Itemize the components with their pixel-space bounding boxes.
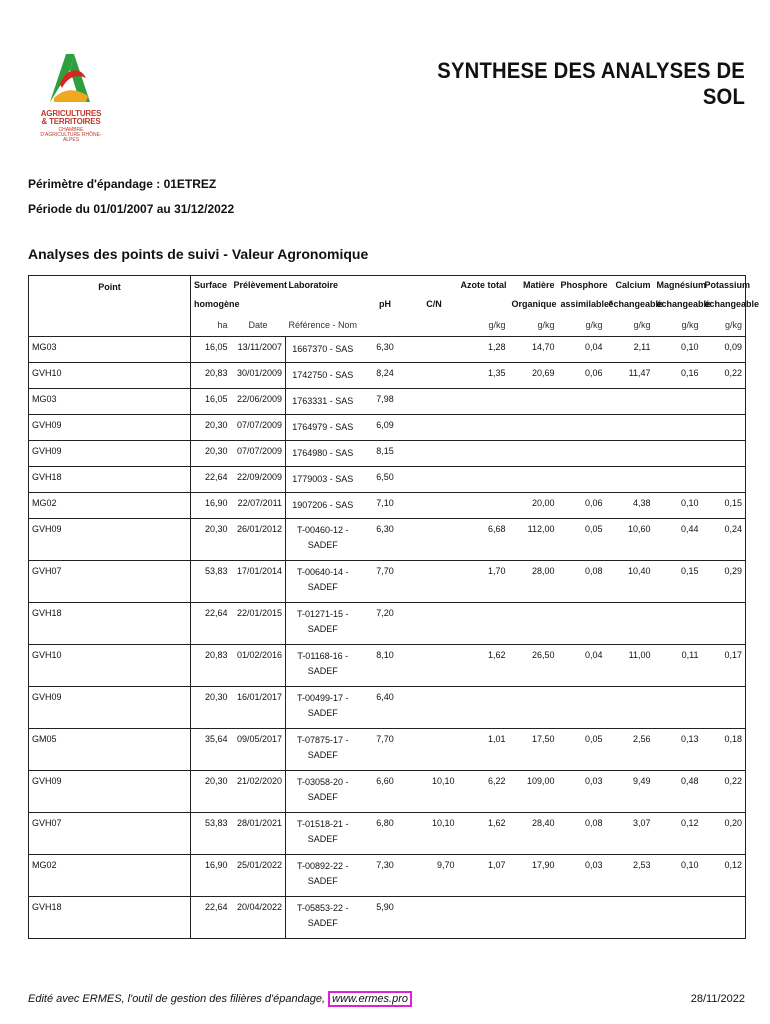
- cell-surface: 53,83: [191, 561, 231, 603]
- cell-point: GVH10: [29, 645, 191, 687]
- cell-ph: 6,50: [360, 467, 411, 493]
- cell-matiere: 26,50: [509, 645, 558, 687]
- cell-date: 09/05/2017: [231, 729, 286, 771]
- periode-label: Période du 01/01/2007 au 31/12/2022: [28, 202, 235, 216]
- cell-ph: 7,98: [360, 389, 411, 415]
- cell-potassium: 0,18: [702, 729, 746, 771]
- table-row: [29, 729, 746, 771]
- cell-phosphore: [558, 441, 606, 467]
- cell-laboratoire: [286, 493, 360, 519]
- cell-point: GM05: [29, 729, 191, 771]
- cell-phosphore: 0,04: [558, 337, 606, 363]
- cell-cn: [411, 729, 458, 771]
- col-phosphore-unit: g/kg: [558, 314, 606, 337]
- cell-point: GVH18: [29, 897, 191, 939]
- cell-ph: 8,15: [360, 441, 411, 467]
- cell-laboratoire: [286, 729, 360, 771]
- cell-azote: 1,62: [458, 645, 509, 687]
- cell-surface: 22,64: [191, 603, 231, 645]
- cell-potassium: [702, 389, 746, 415]
- cell-point: MG03: [29, 337, 191, 363]
- cell-cn: [411, 389, 458, 415]
- cell-cn: [411, 603, 458, 645]
- lab-name: SADEF: [307, 876, 338, 886]
- col-azote-unit: g/kg: [458, 314, 509, 337]
- cell-surface: 20,83: [191, 645, 231, 687]
- table-row: [29, 441, 746, 467]
- cell-azote: 1,28: [458, 337, 509, 363]
- footer-text: Edité avec ERMES, l'outil de gestion des filières d'épandage,: [28, 993, 326, 1005]
- cell-point: GVH07: [29, 561, 191, 603]
- cell-ph: 6,60: [360, 771, 411, 813]
- table-row: [29, 415, 746, 441]
- col-phosphore-header: Phosphore: [558, 276, 606, 296]
- cell-potassium: 0,24: [702, 519, 746, 561]
- cell-phosphore: [558, 467, 606, 493]
- cell-magnesium: 0,11: [654, 645, 702, 687]
- lab-name: SADEF: [307, 666, 338, 676]
- cell-potassium: 0,12: [702, 855, 746, 897]
- cell-azote: [458, 603, 509, 645]
- col-prelevement-header: Prélèvement: [231, 276, 286, 296]
- cell-phosphore: [558, 415, 606, 441]
- cell-phosphore: [558, 897, 606, 939]
- lab-name: SADEF: [307, 624, 338, 634]
- cell-matiere: 28,40: [509, 813, 558, 855]
- cell-matiere: 17,90: [509, 855, 558, 897]
- lab-reference: T-07875-17 -: [296, 735, 349, 745]
- cell-potassium: 0,22: [702, 363, 746, 389]
- cell-laboratoire: [286, 389, 360, 415]
- cell-calcium: 2,56: [606, 729, 654, 771]
- cell-point: GVH09: [29, 687, 191, 729]
- lab-name: SADEF: [307, 792, 338, 802]
- logo-icon: [40, 48, 102, 108]
- col-surface-unit: ha: [191, 314, 231, 337]
- cell-potassium: [702, 603, 746, 645]
- lab-reference: T-01518-21 -: [296, 819, 349, 829]
- col-reference-header: Référence - Nom: [286, 314, 360, 337]
- cell-date: 01/02/2016: [231, 645, 286, 687]
- cell-point: MG03: [29, 389, 191, 415]
- cell-ph: 8,10: [360, 645, 411, 687]
- cell-surface: 20,30: [191, 519, 231, 561]
- cell-potassium: [702, 467, 746, 493]
- perimetre-label: Périmètre d'épandage : 01ETREZ: [28, 177, 217, 191]
- table-row: [29, 337, 746, 363]
- cell-laboratoire: [286, 603, 360, 645]
- cell-cn: [411, 467, 458, 493]
- table-row: [29, 363, 746, 389]
- cell-calcium: [606, 415, 654, 441]
- col-ph-header: pH: [379, 299, 391, 309]
- cell-ph: 7,20: [360, 603, 411, 645]
- cell-magnesium: 0,15: [654, 561, 702, 603]
- lab-name: SADEF: [307, 582, 338, 592]
- cell-magnesium: 0,10: [654, 493, 702, 519]
- logo-subtitle: CHAMBRE D'AGRICULTURE RHÔNE-ALPES: [40, 127, 102, 143]
- cell-ph: 7,70: [360, 729, 411, 771]
- cell-cn: [411, 687, 458, 729]
- cell-point: MG02: [29, 493, 191, 519]
- cell-cn: 10,10: [411, 771, 458, 813]
- cell-date: 20/04/2022: [231, 897, 286, 939]
- cell-surface: 53,83: [191, 813, 231, 855]
- lab-reference: T-00892-22 -: [296, 861, 349, 871]
- analyses-table: [28, 275, 760, 939]
- cell-potassium: 0,09: [702, 337, 746, 363]
- cell-calcium: 2,11: [606, 337, 654, 363]
- cell-azote: 6,68: [458, 519, 509, 561]
- table-row: [29, 855, 746, 897]
- cell-magnesium: [654, 467, 702, 493]
- col-magnesium-header-2: échangeable: [656, 299, 712, 309]
- cell-date: 30/01/2009: [231, 363, 286, 389]
- lab-name: SADEF: [307, 708, 338, 718]
- col-potassium-header-2: échangeable: [702, 295, 746, 314]
- cell-phosphore: 0,05: [558, 519, 606, 561]
- cell-ph: 8,24: [360, 363, 411, 389]
- col-phosphore-header-2: assimilable*: [560, 299, 613, 309]
- cell-calcium: 2,53: [606, 855, 654, 897]
- cell-matiere: [509, 897, 558, 939]
- cell-phosphore: [558, 389, 606, 415]
- cell-cn: [411, 337, 458, 363]
- lab-reference: T-00499-17 -: [296, 693, 349, 703]
- cell-calcium: 10,40: [606, 561, 654, 603]
- cell-azote: 6,22: [458, 771, 509, 813]
- cell-phosphore: 0,08: [558, 561, 606, 603]
- cell-laboratoire: [286, 415, 360, 441]
- cell-matiere: 20,00: [509, 493, 558, 519]
- cell-calcium: [606, 441, 654, 467]
- table-row: [29, 561, 746, 603]
- cell-date: 26/01/2012: [231, 519, 286, 561]
- cell-surface: 20,30: [191, 415, 231, 441]
- col-magnesium-header: Magnésium: [654, 276, 702, 296]
- table-row: [29, 519, 746, 561]
- cell-potassium: 0,15: [702, 493, 746, 519]
- lab-reference: 1763331 - SAS: [292, 396, 354, 406]
- chamber-logo: [40, 48, 102, 158]
- cell-point: MG02: [29, 855, 191, 897]
- cell-phosphore: 0,03: [558, 855, 606, 897]
- cell-calcium: 11,47: [606, 363, 654, 389]
- cell-ph: 6,09: [360, 415, 411, 441]
- cell-laboratoire: [286, 897, 360, 939]
- cell-point: GVH18: [29, 603, 191, 645]
- table-row: [29, 389, 746, 415]
- lab-reference: 1764979 - SAS: [292, 422, 354, 432]
- cell-point: GVH09: [29, 519, 191, 561]
- cell-laboratoire: [286, 813, 360, 855]
- table-body: [29, 337, 746, 939]
- cell-calcium: 4,38: [606, 493, 654, 519]
- cell-potassium: 0,17: [702, 645, 746, 687]
- cell-point: GVH07: [29, 813, 191, 855]
- lab-reference: T-00640-14 -: [296, 567, 349, 577]
- cell-ph: 6,30: [360, 519, 411, 561]
- cell-cn: [411, 897, 458, 939]
- table-row: [29, 897, 746, 939]
- cell-date: 22/07/2011: [231, 493, 286, 519]
- col-date-header: Date: [231, 314, 286, 337]
- cell-point: GVH18: [29, 467, 191, 493]
- cell-point: GVH10: [29, 363, 191, 389]
- col-point-header: Point: [29, 276, 191, 315]
- logo-title: AGRICULTURES & TERRITOIRES: [40, 109, 102, 126]
- lab-name: SADEF: [307, 834, 338, 844]
- cell-cn: [411, 493, 458, 519]
- cell-magnesium: 0,16: [654, 363, 702, 389]
- cell-azote: [458, 415, 509, 441]
- cell-date: 21/02/2020: [231, 771, 286, 813]
- col-matiere-unit: g/kg: [509, 314, 558, 337]
- cell-laboratoire: [286, 855, 360, 897]
- footer-date: 28/11/2022: [690, 993, 745, 1005]
- cell-magnesium: 0,44: [654, 519, 702, 561]
- cell-calcium: [606, 603, 654, 645]
- cell-phosphore: 0,03: [558, 771, 606, 813]
- cell-date: 07/07/2009: [231, 441, 286, 467]
- cell-matiere: [509, 467, 558, 493]
- cell-calcium: 9,49: [606, 771, 654, 813]
- col-matiere-header-2: Organique: [511, 299, 557, 309]
- cell-potassium: [702, 897, 746, 939]
- col-calcium-header: Calcium: [606, 276, 654, 296]
- cell-magnesium: 0,12: [654, 813, 702, 855]
- cell-phosphore: 0,04: [558, 645, 606, 687]
- cell-surface: 16,05: [191, 389, 231, 415]
- cell-date: 07/07/2009: [231, 415, 286, 441]
- cell-date: 22/06/2009: [231, 389, 286, 415]
- cell-laboratoire: [286, 467, 360, 493]
- cell-laboratoire: [286, 441, 360, 467]
- cell-matiere: 28,00: [509, 561, 558, 603]
- col-calcium-unit: g/kg: [606, 314, 654, 337]
- cell-magnesium: [654, 415, 702, 441]
- cell-date: 17/01/2014: [231, 561, 286, 603]
- cell-phosphore: [558, 603, 606, 645]
- cell-cn: [411, 561, 458, 603]
- col-surface-header-2: homogène: [194, 299, 240, 309]
- cell-azote: 1,01: [458, 729, 509, 771]
- cell-date: 22/09/2009: [231, 467, 286, 493]
- cell-calcium: [606, 389, 654, 415]
- cell-date: 28/01/2021: [231, 813, 286, 855]
- cell-date: 16/01/2017: [231, 687, 286, 729]
- cell-laboratoire: [286, 687, 360, 729]
- table-row: [29, 813, 746, 855]
- cell-calcium: [606, 687, 654, 729]
- cell-phosphore: 0,05: [558, 729, 606, 771]
- cell-phosphore: [558, 687, 606, 729]
- cell-matiere: [509, 603, 558, 645]
- cell-phosphore: 0,06: [558, 493, 606, 519]
- cell-matiere: 17,50: [509, 729, 558, 771]
- cell-date: 25/01/2022: [231, 855, 286, 897]
- cell-ph: 5,90: [360, 897, 411, 939]
- cell-ph: 6,30: [360, 337, 411, 363]
- cell-matiere: [509, 415, 558, 441]
- table-header: [29, 276, 760, 337]
- cell-laboratoire: [286, 645, 360, 687]
- cell-potassium: 0,22: [702, 771, 746, 813]
- lab-name: SADEF: [307, 540, 338, 550]
- cell-ph: 7,70: [360, 561, 411, 603]
- col-laboratoire-header: Laboratoire: [286, 276, 360, 296]
- lab-name: SADEF: [307, 750, 338, 760]
- lab-reference: 1764980 - SAS: [292, 448, 354, 458]
- lab-reference: T-01168-16 -: [297, 651, 349, 661]
- page-title: SYNTHESE DES ANALYSES DE SOL: [437, 58, 745, 109]
- cell-laboratoire: [286, 561, 360, 603]
- cell-ph: 6,40: [360, 687, 411, 729]
- col-matiere-header: Matière: [509, 276, 558, 296]
- cell-magnesium: 0,13: [654, 729, 702, 771]
- lab-reference: 1742750 - SAS: [292, 370, 354, 380]
- cell-azote: [458, 389, 509, 415]
- cell-surface: 20,83: [191, 363, 231, 389]
- cell-surface: 20,30: [191, 771, 231, 813]
- lab-reference: T-00460-12 -: [296, 525, 349, 535]
- cell-magnesium: [654, 441, 702, 467]
- cell-point: GVH09: [29, 771, 191, 813]
- cell-cn: [411, 415, 458, 441]
- cell-calcium: 11,00: [606, 645, 654, 687]
- table-row: [29, 467, 746, 493]
- lab-reference: T-05853-22 -: [296, 903, 349, 913]
- cell-ph: 7,30: [360, 855, 411, 897]
- table-row: [29, 493, 746, 519]
- cell-surface: 22,64: [191, 897, 231, 939]
- cell-azote: 1,70: [458, 561, 509, 603]
- cell-date: 22/01/2015: [231, 603, 286, 645]
- cell-calcium: 10,60: [606, 519, 654, 561]
- lab-reference: T-01271-15 -: [296, 609, 349, 619]
- cell-calcium: [606, 897, 654, 939]
- cell-potassium: 0,20: [702, 813, 746, 855]
- col-cn-header: C/N: [426, 299, 442, 309]
- cell-point: GVH09: [29, 415, 191, 441]
- col-calcium-header-2: échangeable: [608, 299, 664, 309]
- cell-cn: 10,10: [411, 813, 458, 855]
- cell-laboratoire: [286, 771, 360, 813]
- cell-matiere: [509, 389, 558, 415]
- cell-surface: 20,30: [191, 441, 231, 467]
- cell-magnesium: [654, 389, 702, 415]
- cell-matiere: [509, 441, 558, 467]
- cell-matiere: 20,69: [509, 363, 558, 389]
- cell-potassium: [702, 441, 746, 467]
- lab-reference: T-03058-20 -: [296, 777, 349, 787]
- cell-magnesium: 0,48: [654, 771, 702, 813]
- cell-surface: 22,64: [191, 467, 231, 493]
- cell-magnesium: [654, 897, 702, 939]
- lab-reference: 1779003 - SAS: [292, 474, 354, 484]
- cell-date: 13/11/2007: [231, 337, 286, 363]
- cell-calcium: [606, 467, 654, 493]
- cell-azote: 1,07: [458, 855, 509, 897]
- cell-matiere: 109,00: [509, 771, 558, 813]
- cell-matiere: 14,70: [509, 337, 558, 363]
- table-row: [29, 603, 746, 645]
- cell-potassium: [702, 415, 746, 441]
- lab-name: SADEF: [307, 918, 338, 928]
- col-magnesium-unit: g/kg: [654, 314, 702, 337]
- cell-potassium: 0,29: [702, 561, 746, 603]
- cell-ph: 7,10: [360, 493, 411, 519]
- cell-surface: 16,90: [191, 493, 231, 519]
- table-row: [29, 771, 746, 813]
- cell-point: GVH09: [29, 441, 191, 467]
- cell-surface: 20,30: [191, 687, 231, 729]
- cell-magnesium: [654, 603, 702, 645]
- cell-magnesium: [654, 687, 702, 729]
- col-surface-header: Surface: [191, 276, 231, 296]
- cell-cn: 9,70: [411, 855, 458, 897]
- table-row: [29, 645, 746, 687]
- cell-magnesium: 0,10: [654, 337, 702, 363]
- cell-azote: 1,62: [458, 813, 509, 855]
- lab-reference: 1907206 - SAS: [292, 500, 354, 510]
- cell-phosphore: 0,06: [558, 363, 606, 389]
- cell-matiere: 112,00: [509, 519, 558, 561]
- cell-azote: [458, 493, 509, 519]
- cell-cn: [411, 519, 458, 561]
- col-potassium-unit: g/kg: [702, 314, 746, 337]
- cell-potassium: [702, 687, 746, 729]
- cell-azote: [458, 687, 509, 729]
- section-title: Analyses des points de suivi - Valeur Agronomique: [28, 246, 369, 262]
- col-potassium-header: Potassium: [702, 276, 746, 296]
- cell-cn: [411, 645, 458, 687]
- cell-azote: [458, 441, 509, 467]
- cell-surface: 16,90: [191, 855, 231, 897]
- lab-reference: 1667370 - SAS: [292, 344, 354, 354]
- cell-magnesium: 0,10: [654, 855, 702, 897]
- cell-laboratoire: [286, 519, 360, 561]
- cell-laboratoire: [286, 337, 360, 363]
- cell-cn: [411, 363, 458, 389]
- cell-matiere: [509, 687, 558, 729]
- col-azote-header: Azote total: [458, 276, 509, 296]
- cell-laboratoire: [286, 363, 360, 389]
- footer-credit: [28, 993, 412, 1005]
- cell-surface: 35,64: [191, 729, 231, 771]
- cell-cn: [411, 441, 458, 467]
- ermes-link[interactable]: www.ermes.pro: [328, 991, 412, 1007]
- cell-surface: 16,05: [191, 337, 231, 363]
- cell-azote: [458, 897, 509, 939]
- cell-ph: 6,80: [360, 813, 411, 855]
- cell-phosphore: 0,08: [558, 813, 606, 855]
- cell-azote: [458, 467, 509, 493]
- cell-calcium: 3,07: [606, 813, 654, 855]
- table-row: [29, 687, 746, 729]
- cell-azote: 1,35: [458, 363, 509, 389]
